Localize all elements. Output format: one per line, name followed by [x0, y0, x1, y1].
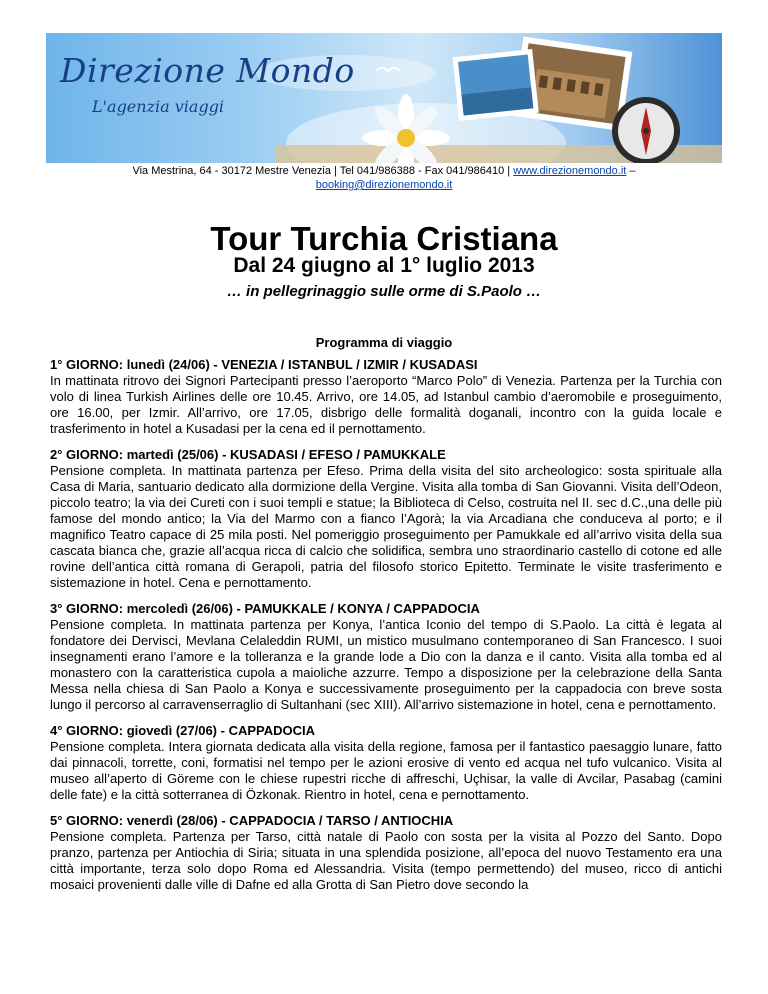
dash-separator: –: [629, 165, 636, 177]
day-heading: 3° GIORNO: mercoledì (26/06) - PAMUKKALE / KONYA / CAPPADOCIA: [50, 601, 480, 616]
day-section: [50, 813, 722, 893]
tagline: … in pellegrinaggio sulle orme di S.Paolo …: [226, 283, 542, 300]
itinerary: [50, 357, 722, 903]
logo-subtitle: L'agenzia viaggi: [92, 97, 225, 116]
website-link[interactable]: www.direzionemondo.it: [513, 165, 627, 177]
day-description: Pensione completa. Intera giornata dedicata alla visita della regione, famosa per il fantastico paesaggio lunare, fatto dai pinnacoli, torrette, coni, formatisi nel tempo per le azioni erosive di vento ed acqua nel tufo vulcanico. Visita al museo all’aperto di Göreme con le chiese rupestri ricche di affreschi, Uçhisar, la valle di Avcilar, Pasabag (camini delle fate) e la città sotterranea di Özkonak. Rientro in hotel, cena e pernottamento.: [50, 739, 722, 802]
page-title: Tour Turchia Cristiana: [210, 220, 558, 257]
tour-dates: Dal 24 giugno al 1° luglio 2013: [233, 254, 535, 277]
day-heading: 1° GIORNO: lunedì (24/06) - VENEZIA / ISTANBUL / IZMIR / KUSADASI: [50, 357, 478, 372]
address-text: Via Mestrina, 64 - 30172 Mestre Venezia | Tel 041/986388 - Fax 041/986410 |: [132, 165, 511, 177]
day-heading: 2° GIORNO: martedì (25/06) - KUSADASI / EFESO / PAMUKKALE: [50, 447, 446, 462]
day-heading: 5° GIORNO: venerdì (28/06) - CAPPADOCIA / TARSO / ANTIOCHIA: [50, 813, 454, 828]
email-line: [0, 178, 768, 193]
email-link[interactable]: booking@direzionemondo.it: [315, 179, 453, 191]
day-description: Pensione completa. Partenza per Tarso, città natale di Paolo con sosta per la visita al Pozzo del Santo. Dopo pranzo, partenza per Antiochia di Siria; situata in una splendida posizione, all’epoca del nuovo Testamento era una città importante, terza solo dopo Roma ed Alessandria. Visita (tempo permettendo) del museo, ricco di antichi mosaici provenienti dalle ville di Dafne ed alla Grotta di San Pietro dove secondo la: [50, 829, 722, 892]
day-section: [50, 723, 722, 803]
day-section: [50, 447, 722, 591]
day-heading: 4° GIORNO: giovedì (27/06) - CAPPADOCIA: [50, 723, 315, 738]
day-section: [50, 357, 722, 437]
day-description: Pensione completa. In mattinata partenza per Konya, l’antica Iconio del tempo di S.Paolo. La città è legata al fondatore dei Dervisci, Mevlana Celaleddin RUMI, un mistico musulmano contemporaneo di San Francesco. I suoi insegnamenti erano l’amore e la tolleranza e la grande lode a Dio con la danza e il canto. Visita alla tomba ed al monastero con la caratteristica cupola a maioliche azzurre. Tempo a disposizione per la celebrazione della Santa Messa nella chiesa di San Paolo a Konya e successivamente proseguimento per la cappadocia con breve sosta lungo il percorso al carravenserraglio di Sultanhani (sec XIII). All’arrivo sistemazione in hotel, cena e pernottamento.: [50, 617, 722, 712]
contact-line: [0, 164, 768, 179]
program-heading: Programma di viaggio: [315, 335, 453, 350]
logo-title: Direzione Mondo: [60, 51, 355, 90]
day-section: [50, 601, 722, 713]
header-banner: [46, 33, 722, 163]
day-description: In mattinata ritrovo dei Signori Partecipanti presso l’aeroporto “Marco Polo” di Venezia. Partenza per la Turchia con volo di linea Turkish Airlines delle ore 10.45. Arrivo, ore 14.05, ad Istanbul cambio d’aeromobile e proseguimento, ore 16.00, per Izmir. All’arrivo, ore 17.05, disbrigo delle formalità doganali, incontro con la guida locale e trasferimento in hotel a Kusadasi per la cena ed il pernottamento.: [50, 373, 722, 436]
day-description: Pensione completa. In mattinata partenza per Efeso. Prima della visita del sito archeologico: sosta spirituale alla Casa di Maria, santuario dedicato alla dormizione della Vergine. Visita alla tomba di San Giovanni. Visita dell’Odeon, piccolo teatro; la via dei Cureti con i suoi templi e statue; la Biblioteca di Celso, costruita nel II. sec d.C.,una delle più famose del mondo antico; la Via del Marmo con a fianco l’Agorà; la via Arcadiana che conduceva al porto; e il magnifico Teatro capace di 25 mila posti. Nel pomeriggio proseguimento per Pamukkale ed all’arrivo visita della sua cascata bianca che, grazie all’acqua ricca di calcio che solidifica, sembra uno straordinario castello di cotone ed alle rovine dell’antica città romana di Gerapoli, patria del filosofo storico Epitetto. Terminate le visite trasferimento e sistemazione in hotel. Cena e pernottamento.: [50, 463, 722, 590]
